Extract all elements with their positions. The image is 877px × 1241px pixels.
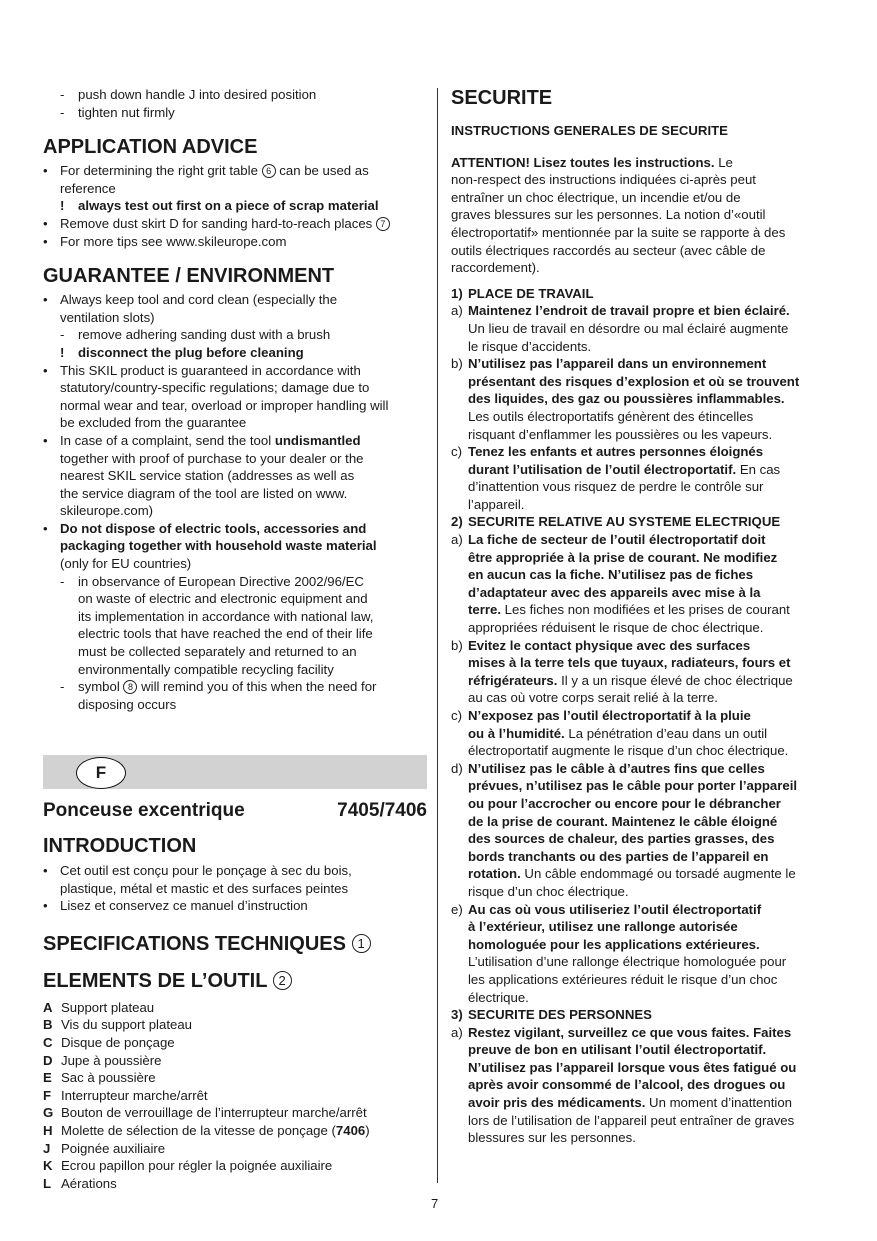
list-item-cont: together with proof of purchase to your dealer or the [60, 450, 364, 466]
product-title [43, 799, 427, 823]
list-item: • For determining the right grit table 6 can be used as [43, 163, 369, 179]
list-item: - remove adhering sanding dust with a brush [60, 327, 331, 343]
elements-list [43, 999, 427, 1193]
list-item: E Sac à poussière [43, 1070, 156, 1086]
list-item-cont: statutory/country-specific regulations; damage due to [60, 380, 370, 396]
list-item-cont: ventilation slots) [60, 309, 155, 325]
list-item: • Always keep tool and cord clean (especially the [43, 292, 338, 308]
list-item: • Remove dust skirt D for sanding hard-to-reach places 7 [43, 215, 427, 233]
list-item: J Poignée auxiliaire [43, 1140, 166, 1156]
list-item: • In case of a complaint, send the tool undismantled [43, 432, 361, 448]
list-item-cont: on waste of electric and electronic equipment and [78, 591, 368, 607]
warning-note: ! always test out first on a piece of scrap material [60, 198, 379, 214]
list-item-cont: normal wear and tear, overload or improper handling will [60, 397, 389, 413]
list-item-cont: must be collected separately and returned to an [78, 644, 357, 660]
list-item: D Jupe à poussière [43, 1052, 162, 1068]
list-item: A Support plateau [43, 999, 155, 1015]
product-model: 7405/7406 [337, 800, 427, 821]
heading-securite: SECURITE [451, 87, 553, 109]
figure-ref-1: 1 [352, 934, 371, 953]
list-item-cont: environmentally compatible recycling facility [78, 661, 334, 677]
intro-paragraph: ATTENTION! Lisez toutes les instructions. Le non-respect des instructions indiquées ci-après peut entraîner un choc électrique, un incendie et/ou de graves blessures sur les personnes. La notion d’«outil électroportatif» mentionnée par la suite se rapporte à des outils électriques raccordés au secteur (avec câble de raccordement). [451, 154, 786, 276]
left-column [43, 86, 427, 713]
list-item-cont: electric tools that have reached the end of their life [78, 626, 373, 642]
list-item-cont: the service diagram of the tool are listed on www. [60, 485, 348, 501]
list-item-cont: (only for EU countries) [60, 556, 192, 572]
heading-guarantee: GUARANTEE / ENVIRONMENT [43, 265, 335, 288]
product-name: Ponceuse excentrique [43, 800, 245, 821]
list-item: K Ecrou papillon pour régler la poignée auxiliaire [43, 1158, 333, 1174]
list-item-cont: be excluded from the guarantee [60, 415, 247, 431]
list-item: C Disque de ponçage [43, 1034, 175, 1050]
page-number: 7 [431, 1196, 439, 1211]
language-bar [43, 755, 427, 789]
list-item: B Vis du support plateau [43, 1017, 192, 1033]
figure-ref-2: 2 [273, 971, 292, 990]
heading-application-advice: APPLICATION ADVICE [43, 136, 258, 159]
list-item: • Cet outil est conçu pour le ponçage à sec du bois, [43, 863, 352, 878]
language-badge: F [76, 757, 126, 789]
list-item: • Lisez et conservez ce manuel d’instruction [43, 898, 308, 914]
list-item-cont: its implementation in accordance with national law, [78, 608, 374, 624]
heading-introduction: INTRODUCTION [43, 835, 197, 857]
list-item: - in observance of European Directive 2002/96/EC [60, 573, 364, 589]
section-workplace: 1) PLACE DE TRAVAIL a) Maintenez l’endroit de travail propre et bien éclairé. Un lieu de travail en désordre ou mal éclairé augmente le risque d’accidents. b) N’utilisez pas l’appareil dans un environnement présentant des risques d’explosion et où se trouvent des liquides, des gaz ou poussières inflammables. Les outils électroportatifs génèrent des étincelles risquant d’enflammer les poussières ou les vapeurs. c) Tenez les enfants et autres personnes éloignés durant l’utilisation de l’outil électroportatif. En cas d’inattention vous risquez de perdre le contrôle sur l’appareil. [451, 285, 800, 512]
list-item: - symbol 8 will remind you of this when the need for [60, 679, 377, 695]
list-item: • Do not dispose of electric tools, accessories and [43, 520, 367, 536]
section-personal-safety: 3) SECURITE DES PERSONNES a) Restez vigilant, surveillez ce que vous faites. Faites preuve de bon en utilisant l’outil électroportatif. N’utilisez pas l’appareil lorsque vous êtes fatigué ou après avoir consommé de l’alcool, des drogues ou avoir pris des médicaments. Un moment d’inattention lors de l’utilisation de l’appareil peut entraîner de graves blessures sur les personnes. [451, 1007, 797, 1146]
list-item: L Aérations [43, 1175, 117, 1191]
list-item: H Molette de sélection de la vitesse de ponçage (7406) [43, 1122, 370, 1138]
left-column-lower [43, 799, 427, 1192]
list-item-cont: skileurope.com) [60, 503, 154, 519]
subheading-instructions: INSTRUCTIONS GENERALES DE SECURITE [451, 123, 728, 138]
list-item: G Bouton de verrouillage de l’interrupteur marche/arrêt [43, 1105, 367, 1121]
list-item-cont: reference [60, 180, 116, 196]
warning-note: ! disconnect the plug before cleaning [60, 344, 304, 360]
figure-ref-7: 7 [376, 217, 390, 231]
section-electrical: 2) SECURITE RELATIVE AU SYSTEME ELECTRIQUE a) La fiche de secteur de l’outil électroportatif doit être appropriée à la prise de courant. Ne modifiez en aucun cas la fiche. N’utilisez pas de fiches d’adaptateur avec des appareils avec mise à la terre. Les fiches non modifiées et les prises de courant appropriées réduisent le risque de choc électrique. b) Evitez le contact physique avec des surfaces mises à la terre tels que tuyaux, radiateurs, fours et réfrigérateurs. Il y a un risque élevé de choc électrique au cas où votre corps serait relié à la terre. c) N’exposez pas l’outil électroportatif à la pluie ou à l’humidité. La pénétration d’eau dans un outil électroportatif augmente le risque d’un choc électrique. d) N’utilisez pas le câble à d’autres fins que celles prévues, n’utilisez pas le câble pour porter l’appareil ou pour l’accrocher ou encore pour le débrancher de la prise de courant. Maintenez le câble éloigné des sources de chaleur, des parties grasses, des bords tranchants ou des parties de l’appareil en rotation. Un câble endommagé ou torsadé augmente le risque d’un choc électrique. e) Au cas où vous utiliseriez l’outil électroportatif à l’extérieur, utilisez une rallonge autorisée homologuée pour les applications extérieures. L’utilisation d’une rallonge électrique homologuée pour les applications extérieures réduit le risque d’un choc électrique. [451, 514, 798, 1005]
column-divider [437, 88, 438, 1183]
heading-elements: ELEMENTS DE L’OUTIL 2 [43, 969, 427, 993]
list-item: - tighten nut firmly [60, 104, 175, 120]
list-item: - push down handle J into desired position [60, 87, 317, 102]
list-item: F Interrupteur marche/arrêt [43, 1087, 208, 1103]
figure-ref-8: 8 [123, 680, 137, 694]
list-item-cont: plastique, métal et mastic et des surfaces peintes [60, 880, 349, 896]
list-item: • For more tips see www.skileurope.com [43, 233, 287, 249]
list-item-cont: nearest SKIL service station (addresses as well as [60, 468, 355, 484]
list-item: • This SKIL product is guaranteed in accordance with [43, 362, 361, 378]
heading-specifications: SPECIFICATIONS TECHNIQUES 1 [43, 932, 427, 956]
figure-ref-6: 6 [262, 164, 276, 178]
list-item-cont: packaging together with household waste material [60, 538, 377, 554]
right-column [451, 86, 836, 1147]
list-item-cont: disposing occurs [78, 696, 177, 712]
